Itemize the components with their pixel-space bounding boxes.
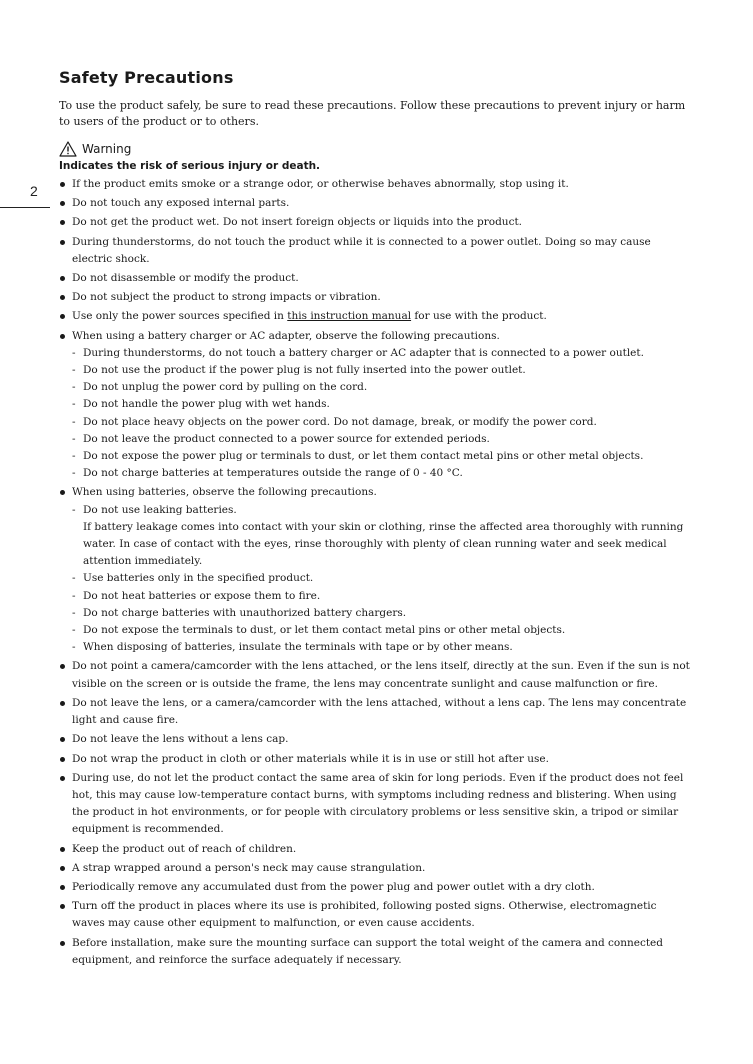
precaution-subitem-text: Do not leave the product connected to a power source for extended periods. — [83, 432, 490, 445]
precaution-subitem — [72, 362, 691, 379]
precaution-text: Do not get the product wet. Do not insert foreign objects or liquids into the product. — [72, 216, 523, 229]
precaution-subitem-text: Do not charge batteries with unauthorized battery chargers. — [83, 606, 407, 619]
precaution-subitem — [72, 431, 691, 448]
precaution-text: When using batteries, observe the following precautions. — [72, 486, 377, 499]
precaution-subitem-text: When disposing of batteries, insulate the terminals with tape or by other means. — [83, 641, 513, 654]
precaution-sublist — [72, 345, 691, 483]
precaution-subitem — [72, 396, 691, 413]
precaution-text: for use with the product. — [411, 310, 547, 323]
precaution-subitem — [72, 639, 691, 656]
precaution-text: Do not touch any exposed internal parts. — [72, 197, 290, 210]
precaution-text: Do not wrap the product in cloth or other materials while it is in use or still hot after use. — [72, 752, 549, 765]
precaution-subitem — [72, 465, 691, 482]
precaution-subitem-text: During thunderstorms, do not touch a battery charger or AC adapter that is connected to a power outlet. — [83, 346, 644, 359]
precaution-item — [59, 328, 691, 483]
precaution-sublist — [72, 502, 691, 657]
precaution-subitem-text: Do not charge batteries at temperatures outside the range of 0 - 40 °C. — [83, 467, 463, 480]
precaution-item — [59, 879, 691, 896]
precaution-item — [59, 308, 691, 325]
precaution-subitem-text: Do not place heavy objects on the power cord. Do not damage, break, or modify the power cord. — [83, 415, 597, 428]
precaution-subitem — [72, 448, 691, 465]
precaution-text: Do not leave the lens, or a camera/camcorder with the lens attached, without a lens cap. The lens may concentrate light and cause fire. — [72, 696, 687, 727]
precaution-text: Use only the power sources specified in — [72, 310, 288, 323]
precaution-item — [59, 270, 691, 287]
precaution-subitem — [72, 345, 691, 362]
precaution-text: During thunderstorms, do not touch the product while it is connected to a power outlet. Doing so may cause electric shock. — [72, 235, 651, 265]
precaution-subitem — [72, 605, 691, 622]
precaution-subitem-text: Use batteries only in the specified product. — [83, 572, 314, 585]
precaution-text: Turn off the product in places where its use is prohibited, following posted signs. Otherwise, electromagnetic waves may cause other equipment to malfunction, or even cause accidents. — [72, 900, 657, 930]
precaution-text: During use, do not let the product contact the same area of skin for long periods. Even if the product does not feel hot, this may cause low-temperature contact burns, with symptoms including redness and blistering. When using the product in hot environments, or for people with circulatory problems or less sensitive skin, a tripod or similar equipment is recommended. — [72, 771, 684, 836]
precaution-text: Before installation, make sure the mounting surface can support the total weight of the camera and connected equipment, and reinforce the surface adequately if necessary. — [72, 936, 663, 966]
precaution-subitem-detail: If battery leakage comes into contact with your skin or clothing, rinse the affected area thoroughly with running water. In case of contact with the eyes, rinse thoroughly with plenty of clean running water and seek medical attention immediately. — [83, 520, 684, 568]
precaution-item — [59, 484, 691, 656]
precaution-item — [59, 658, 691, 692]
warning-heading — [59, 140, 691, 158]
precaution-text: Periodically remove any accumulated dust from the power plug and power outlet with a dry cloth. — [72, 880, 595, 893]
precaution-item — [59, 214, 691, 231]
precaution-text: Do not subject the product to strong impacts or vibration. — [72, 291, 381, 304]
manual-reference: this instruction manual — [287, 310, 412, 323]
precaution-subitem — [72, 622, 691, 639]
precaution-subitem — [72, 588, 691, 605]
precaution-item — [59, 841, 691, 858]
precaution-item — [59, 770, 691, 839]
precaution-item — [59, 289, 691, 306]
precaution-item — [59, 176, 691, 193]
warning-subtitle: Indicates the risk of serious injury or death. — [59, 160, 321, 172]
precaution-subitem — [72, 414, 691, 431]
precaution-list — [59, 176, 691, 969]
precaution-item — [59, 898, 691, 932]
precaution-subitem-text: Do not use the product if the power plug is not fully inserted into the power outlet. — [83, 364, 526, 377]
precaution-text: When using a battery charger or AC adapter, observe the following precautions. — [72, 329, 500, 342]
precaution-item — [59, 860, 691, 877]
precaution-subitem — [72, 570, 691, 587]
precaution-subitem — [72, 502, 691, 571]
precaution-text: If the product emits smoke or a strange odor, or otherwise behaves abnormally, stop using it. — [72, 178, 569, 190]
precaution-text: Do not point a camera/camcorder with the lens attached, or the lens itself, directly at the sun. Even if the sun is not visible on the screen or is outside the frame, the lens may concentrate sunlight and cause malfunction or fire. — [72, 660, 690, 690]
precaution-item — [59, 195, 691, 212]
precaution-item — [59, 234, 691, 268]
page-number: 2 — [30, 183, 38, 199]
precaution-item — [59, 731, 691, 748]
precaution-subitem-text: Do not use leaking batteries. — [83, 503, 237, 516]
precaution-subitem-text: Do not heat batteries or expose them to fire. — [83, 589, 321, 602]
precaution-item — [59, 935, 691, 969]
precaution-item — [59, 695, 691, 729]
precaution-text: Do not disassemble or modify the product. — [72, 272, 299, 285]
precaution-text: Keep the product out of reach of children. — [72, 842, 297, 855]
precaution-text: A strap wrapped around a person's neck may cause strangulation. — [72, 861, 426, 874]
precaution-item — [59, 751, 691, 768]
precaution-text: Do not leave the lens without a lens cap. — [72, 733, 289, 746]
warning-triangle-icon — [59, 141, 77, 157]
precaution-subitem-text: Do not handle the power plug with wet hands. — [83, 398, 330, 411]
intro-paragraph: To use the product safely, be sure to read these precautions. Follow these precautions to prevent injury or harm to users of the product or to others. — [59, 99, 686, 128]
page-title: Safety Precautions — [59, 68, 234, 87]
warning-label: Warning — [82, 142, 132, 156]
precaution-subitem-text: Do not expose the terminals to dust, or let them contact metal pins or other metal objects. — [83, 624, 566, 637]
precaution-subitem-text: Do not unplug the power cord by pulling on the cord. — [83, 381, 368, 394]
precaution-subitem-text: Do not expose the power plug or terminals to dust, or let them contact metal pins or other metal objects. — [83, 450, 644, 463]
precaution-subitem — [72, 379, 691, 396]
margin-rule — [0, 207, 50, 208]
document-body — [59, 68, 691, 971]
